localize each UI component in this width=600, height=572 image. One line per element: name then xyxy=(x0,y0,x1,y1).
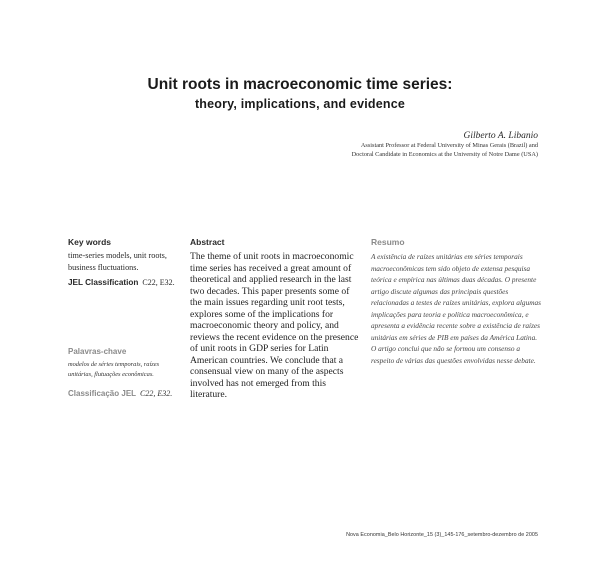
jel-value: C22, E32. xyxy=(142,278,175,287)
article-subtitle: theory, implications, and evidence xyxy=(194,97,406,111)
keywords-heading: Key words xyxy=(68,237,111,247)
page-footer: Nova Economia_Belo Horizonte_15 (3)_145-176_setembro-dezembro de 2005 xyxy=(346,532,538,538)
author-name: Gilberto A. Libanio xyxy=(463,131,538,141)
abstract-heading: Abstract xyxy=(190,237,225,247)
author-affiliation-line1: Assistant Professor at Federal University of Minas Gerais (Brazil) and xyxy=(360,142,538,149)
resumo-heading: Resumo xyxy=(371,237,405,247)
classificacao-jel xyxy=(68,389,172,398)
jel-classification xyxy=(68,278,175,287)
palavras-chave-heading: Palavras-chave xyxy=(68,347,127,356)
classificacao-jel-value: C22, E32. xyxy=(140,389,173,398)
palavras-chave-text: modelos de séries temporais, raízes unitárias, flutuações econômicas. xyxy=(68,361,160,378)
jel-label: JEL Classification xyxy=(68,278,139,287)
keywords-text: time-series models, unit roots, business fluctuations. xyxy=(68,251,167,273)
abstract-text: The theme of unit roots in macroeconomic time series has received a great amount of theoretical and applied research in the last two decades. This paper presents some of the main issues regarding unit root tests, explores some of the implications for macroeconomic theory and policy, and reviews the recent evidence on the presence of unit roots in GDP series for Latin American countries. We conclude that a consensual view on many of the aspects involved has not emerged from this literature. xyxy=(190,251,359,400)
author-affiliation-line2: Doctoral Candidate in Economics at the University of Notre Dame (USA) xyxy=(351,151,538,158)
article-title: Unit roots in macroeconomic time series: xyxy=(147,76,453,93)
resumo-text: A existência de raízes unitárias em séries temporais macroeconômicas tem sido objeto de extensa pesquisa teórica e empírica nas últimas duas décadas. O presente artigo discute algumas das principais questões relacionadas a testes de raízes unitárias, explora algumas implicações para teoria e política macroeconômica, e apresenta a evidência recente sobre a existência de raízes unitárias em séries de PIB em países da América Latina. O artigo conclui que não se formou um consenso a respeito de várias das questões envolvidas nesse debate. xyxy=(371,252,541,365)
classificacao-jel-label: Classificação JEL xyxy=(68,389,137,398)
